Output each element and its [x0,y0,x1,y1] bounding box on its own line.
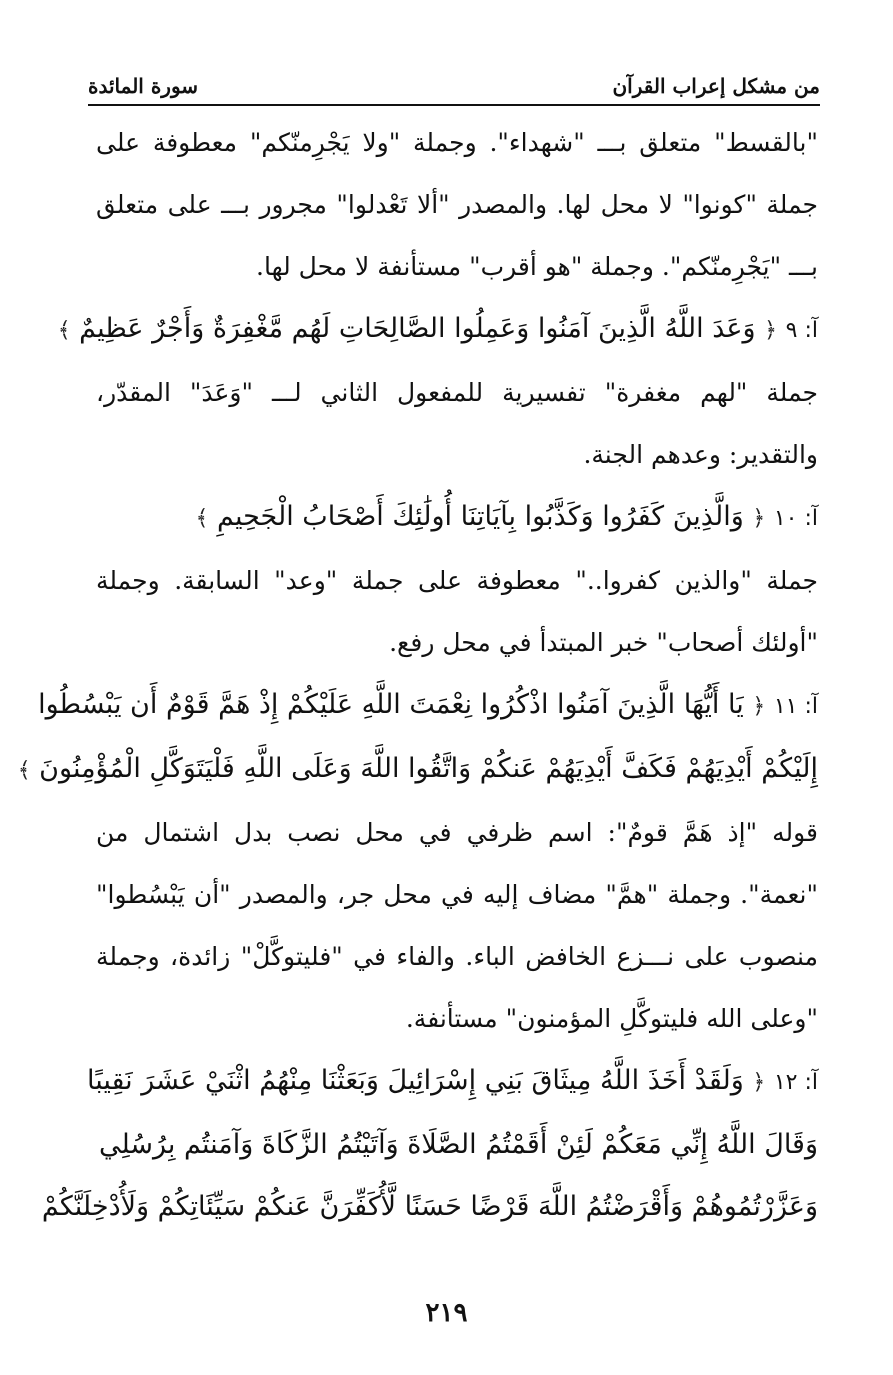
page-body [17,112,818,1238]
quran-bracket-close: ﴾ [17,758,31,783]
page-number: ٢١٩ [425,1298,468,1328]
verse-12-line-2: وَقَالَ اللَّهُ إِنِّي مَعَكُمْ لَئِنْ أَقَمْتُمُ الصَّلَاةَ وَآتَيْتُمُ الزَّكَاةَ وَآمَنتُم بِرُسُلِي [98,1129,818,1160]
paragraph-commentary-9: جملة "لهم مغفرة" تفسيرية للمفعول الثاني لـــ "وَعَدَ" المقدّر، والتقدير: وعدهم الجنة. [96,378,818,469]
quran-bracket-open: ﴿ [752,1070,766,1095]
verse-ref: آ: ٩ [785,318,818,343]
surah-title: سورة المائدة [88,74,199,98]
paragraph-commentary-8: "بالقسط" متعلق بـــ "شهداء". وجملة "ولا يَجْرِمنّكم" معطوفة على جملة "كونوا" لا محل لها. والمصدر "ألا تَعْدلوا" مجرور بـــ على متعلق بـــ "يَجْرِمنّكم". وجملة "هو أقرب" مستأنفة لا محل لها. [96,128,818,281]
verse-text: يَا أَيُّهَا الَّذِينَ آمَنُوا اذْكُرُوا نِعْمَتَ اللَّهِ عَلَيْكُمْ إِذْ هَمَّ قَوْمٌ أَن يَبْسُطُوا [38,689,744,720]
verse-12-line-3: وَعَزَّرْتُمُوهُمْ وَأَقْرَضْتُمُ اللَّهَ قَرْضًا حَسَنًا لَّأُكَفِّرَنَّ عَنكُمْ سَيِّئَاتِكُمْ وَلَأُدْخِلَنَّكُمْ [41,1191,818,1222]
verse-9 [57,298,818,362]
verse-10 [96,486,818,550]
verse-text: وَعَدَ اللَّهُ الَّذِينَ آمَنُوا وَعَمِلُوا الصَّالِحَاتِ لَهُم مَّغْفِرَةٌ وَأَجْرٌ عَظِيمٌ [79,313,756,344]
quran-bracket-close: ﴾ [57,318,71,343]
verse-text: إِلَيْكُمْ أَيْدِيَهُمْ فَكَفَّ أَيْدِيَهُمْ عَنكُمْ وَاتَّقُوا اللَّهَ وَعَلَى اللَّهِ فَلْيَتَوَكَّلِ الْمُؤْمِنُونَ [39,753,818,784]
verse-text: وَلَقَدْ أَخَذَ اللَّهُ مِيثَاقَ بَنِي إِسْرَائِيلَ وَبَعَثْنَا مِنْهُمُ اثْنَيْ عَشَرَ نَقِيبًا [87,1065,744,1096]
book-title: من مشكل إعراب القرآن [612,74,820,98]
verse-ref: آ: ١٢ [773,1070,818,1095]
verse-11-line-1 [38,674,818,738]
verse-ref: آ: ١١ [773,694,818,719]
paragraph-commentary-11: قوله "إذ هَمَّ قومٌ": اسم ظرفي في محل نصب بدل اشتمال من "نعمة". وجملة "همَّ" مضاف إليه في محل جر، والمصدر "أن يَبْسُطوا" منصوب على نـــزع الخافض الباء. والفاء في "فليتوكَّلْ" زائدة، وجملة "وعلى الله فليتوكَّلِ المؤمنون" مستأنفة. [96,818,818,1033]
quran-bracket-open: ﴿ [752,694,766,719]
quran-bracket-close: ﴾ [195,506,209,531]
verse-ref: آ: ١٠ [773,506,818,531]
verse-11-line-2 [17,738,818,802]
paragraph-commentary-10: جملة "والذين كفروا.." معطوفة على جملة "وعد" السابقة. وجملة "أولئك أصحاب" خبر المبتدأ في محل رفع. [96,566,818,657]
verse-12-line-1 [87,1050,818,1114]
running-header [88,70,820,106]
quran-bracket-open: ﴿ [764,318,778,343]
verse-text: وَالَّذِينَ كَفَرُوا وَكَذَّبُوا بِآيَاتِنَا أُولَٰئِكَ أَصْحَابُ الْجَحِيمِ [217,501,744,532]
quran-bracket-open: ﴿ [752,506,766,531]
